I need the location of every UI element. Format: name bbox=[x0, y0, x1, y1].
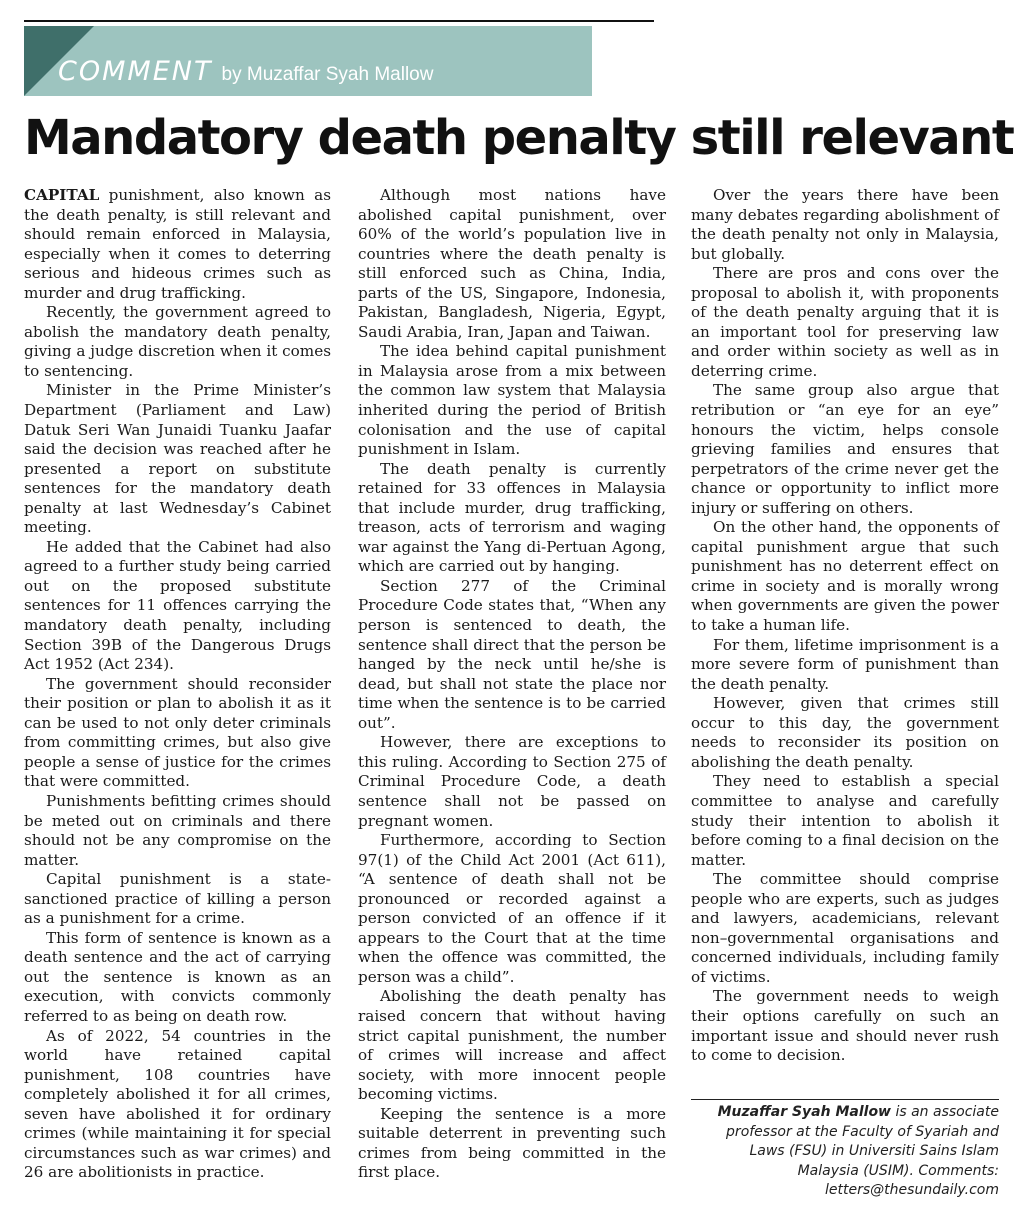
author-bio bbox=[691, 1103, 999, 1201]
author-name: Muzaffar Syah Mallow bbox=[717, 1104, 891, 1120]
comment-banner bbox=[24, 26, 592, 96]
top-rule bbox=[24, 20, 654, 22]
paragraph: He added that the Cabinet had also agreed to a further study being carried out on the proposed substitute sentences for 11 offences carrying the mandatory death penalty, including Section 39B of the Dangerous Drugs Act 1952 (Act 234). bbox=[24, 537, 331, 674]
article-column-1 bbox=[24, 186, 331, 1183]
paragraph: The government should reconsider their position or plan to abolish it as it can be used to not only deter criminals from committing crimes, but also give people a sense of justice for the crimes that were committed. bbox=[24, 674, 331, 791]
paragraph: The death penalty is currently retained for 33 offences in Malaysia that include murder, drug trafficking, treason, acts of terrorism and waging war against the Yang di-Pertuan Agong, which are carried out by hanging. bbox=[358, 459, 666, 576]
headline: Mandatory death penalty still relevant bbox=[24, 110, 1014, 166]
lead-paragraph bbox=[24, 186, 331, 303]
paragraph: Punishments befitting crimes should be meted out on criminals and there should not be any compromise on the matter. bbox=[24, 791, 331, 869]
paragraph: For them, lifetime imprisonment is a more severe form of punishment than the death penalty. bbox=[691, 635, 999, 693]
paragraph: Section 277 of the Criminal Procedure Code states that, “When any person is sentenced to death, the sentence shall direct that the person be hanged by the neck until he/she is dead, but shall not state the place nor time when the sentence is to be carried out”. bbox=[358, 576, 666, 732]
paragraph: Although most nations have abolished capital punishment, over 60% of the world’s population live in countries where the death penalty is still enforced such as China, India, parts of the US, Singapore, Indonesia, Pakistan, Bangladesh, Nigeria, Egypt, Saudi Arabia, Iran, Japan and Taiwan. bbox=[358, 186, 666, 341]
paragraph: Abolishing the death penalty has raised concern that without having strict capital punishment, the number of crimes will increase and affect society, with more innocent people becoming victims. bbox=[358, 987, 666, 1104]
paragraph: Minister in the Prime Minister’s Department (Parliament and Law) Datuk Seri Wan Junaidi Tuanku Jaafar said the decision was reached after he presented a report on substitute sentences for the mandatory death penalty at last Wednesday’s Cabinet meeting. bbox=[24, 381, 331, 537]
author-description: is an associate professor at the Faculty of Syariah and Laws (FSU) in Universiti Sains Islam Malaysia (USIM). Comments: letters@thesundaily.com bbox=[726, 1104, 999, 1198]
paragraph: They need to establish a special committee to analyse and carefully study their intention to abolish it before coming to a final decision on the matter. bbox=[691, 772, 999, 869]
paragraph: The committee should comprise people who are experts, such as judges and lawyers, academicians, relevant non–governmental organisations and concerned individuals, including family of victims. bbox=[691, 870, 999, 986]
article-column-3 bbox=[691, 186, 999, 1066]
article-column-2 bbox=[358, 186, 666, 1183]
paragraph: Capital punishment is a state-sanctioned practice of killing a person as a punishment for a crime. bbox=[24, 870, 331, 928]
lead-text: punishment, also known as the death penalty, is still relevant and should remain enforced in Malaysia, especially when it comes to deterring serious and hideous crimes such as murder and drug trafficking. bbox=[24, 186, 331, 302]
banner-text bbox=[58, 56, 433, 87]
section-label: COMMENT bbox=[58, 56, 213, 87]
paragraph: As of 2022, 54 countries in the world have retained capital punishment, 108 countries have completely abolished it for all crimes, seven have abolished it for ordinary crimes (while maintaining it for special circumstances such as war crimes) and 26 are abolitionists in practice. bbox=[24, 1026, 331, 1182]
paragraph: On the other hand, the opponents of capital punishment argue that such punishment has no deterrent effect on crime in society and is morally wrong when governments are given the power to take a human life. bbox=[691, 518, 999, 635]
bio-divider bbox=[691, 1099, 999, 1100]
paragraph: This form of sentence is known as a death sentence and the act of carrying out the sentence is known as an execution, with convicts commonly referred to as being on death row. bbox=[24, 928, 331, 1025]
paragraph: The government needs to weigh their options carefully on such an important issue and should never rush to come to decision. bbox=[691, 987, 999, 1065]
lead-word: CAPITAL bbox=[24, 186, 100, 204]
paragraph: Recently, the government agreed to abolish the mandatory death penalty, giving a judge discretion when it comes to sentencing. bbox=[24, 303, 331, 380]
paragraph: However, given that crimes still occur to this day, the government needs to reconsider its position on abolishing the death penalty. bbox=[691, 694, 999, 771]
paragraph: Furthermore, according to Section 97(1) of the Child Act 2001 (Act 611), “A sentence of death shall not be pronounced or recorded against a person convicted of an offence if it appears to the Court that at the time when the offence was committed, the person was a child”. bbox=[358, 831, 666, 986]
paragraph: The idea behind capital punishment in Malaysia arose from a mix between the common law system that Malaysia inherited during the period of British colonisation and the use of capital punishment in Islam. bbox=[358, 342, 666, 459]
paragraph: The same group also argue that retribution or “an eye for an eye” honours the victim, helps console grieving families and ensures that perpetrators of the crime never get the chance or opportunity to inflict more injury or suffering on others. bbox=[691, 381, 999, 517]
paragraph: Over the years there have been many debates regarding abolishment of the death penalty not only in Malaysia, but globally. bbox=[691, 186, 999, 263]
paragraph: However, there are exceptions to this ruling. According to Section 275 of Criminal Procedure Code, a death sentence shall not be passed on pregnant women. bbox=[358, 733, 666, 830]
paragraph: Keeping the sentence is a more suitable deterrent in preventing such crimes from being committed in the first place. bbox=[358, 1104, 666, 1182]
byline: by Muzaffar Syah Mallow bbox=[221, 64, 434, 85]
paragraph: There are pros and cons over the proposal to abolish it, with proponents of the death penalty arguing that it is an important tool for preserving law and order within society as well as in deterring crime. bbox=[691, 264, 999, 380]
